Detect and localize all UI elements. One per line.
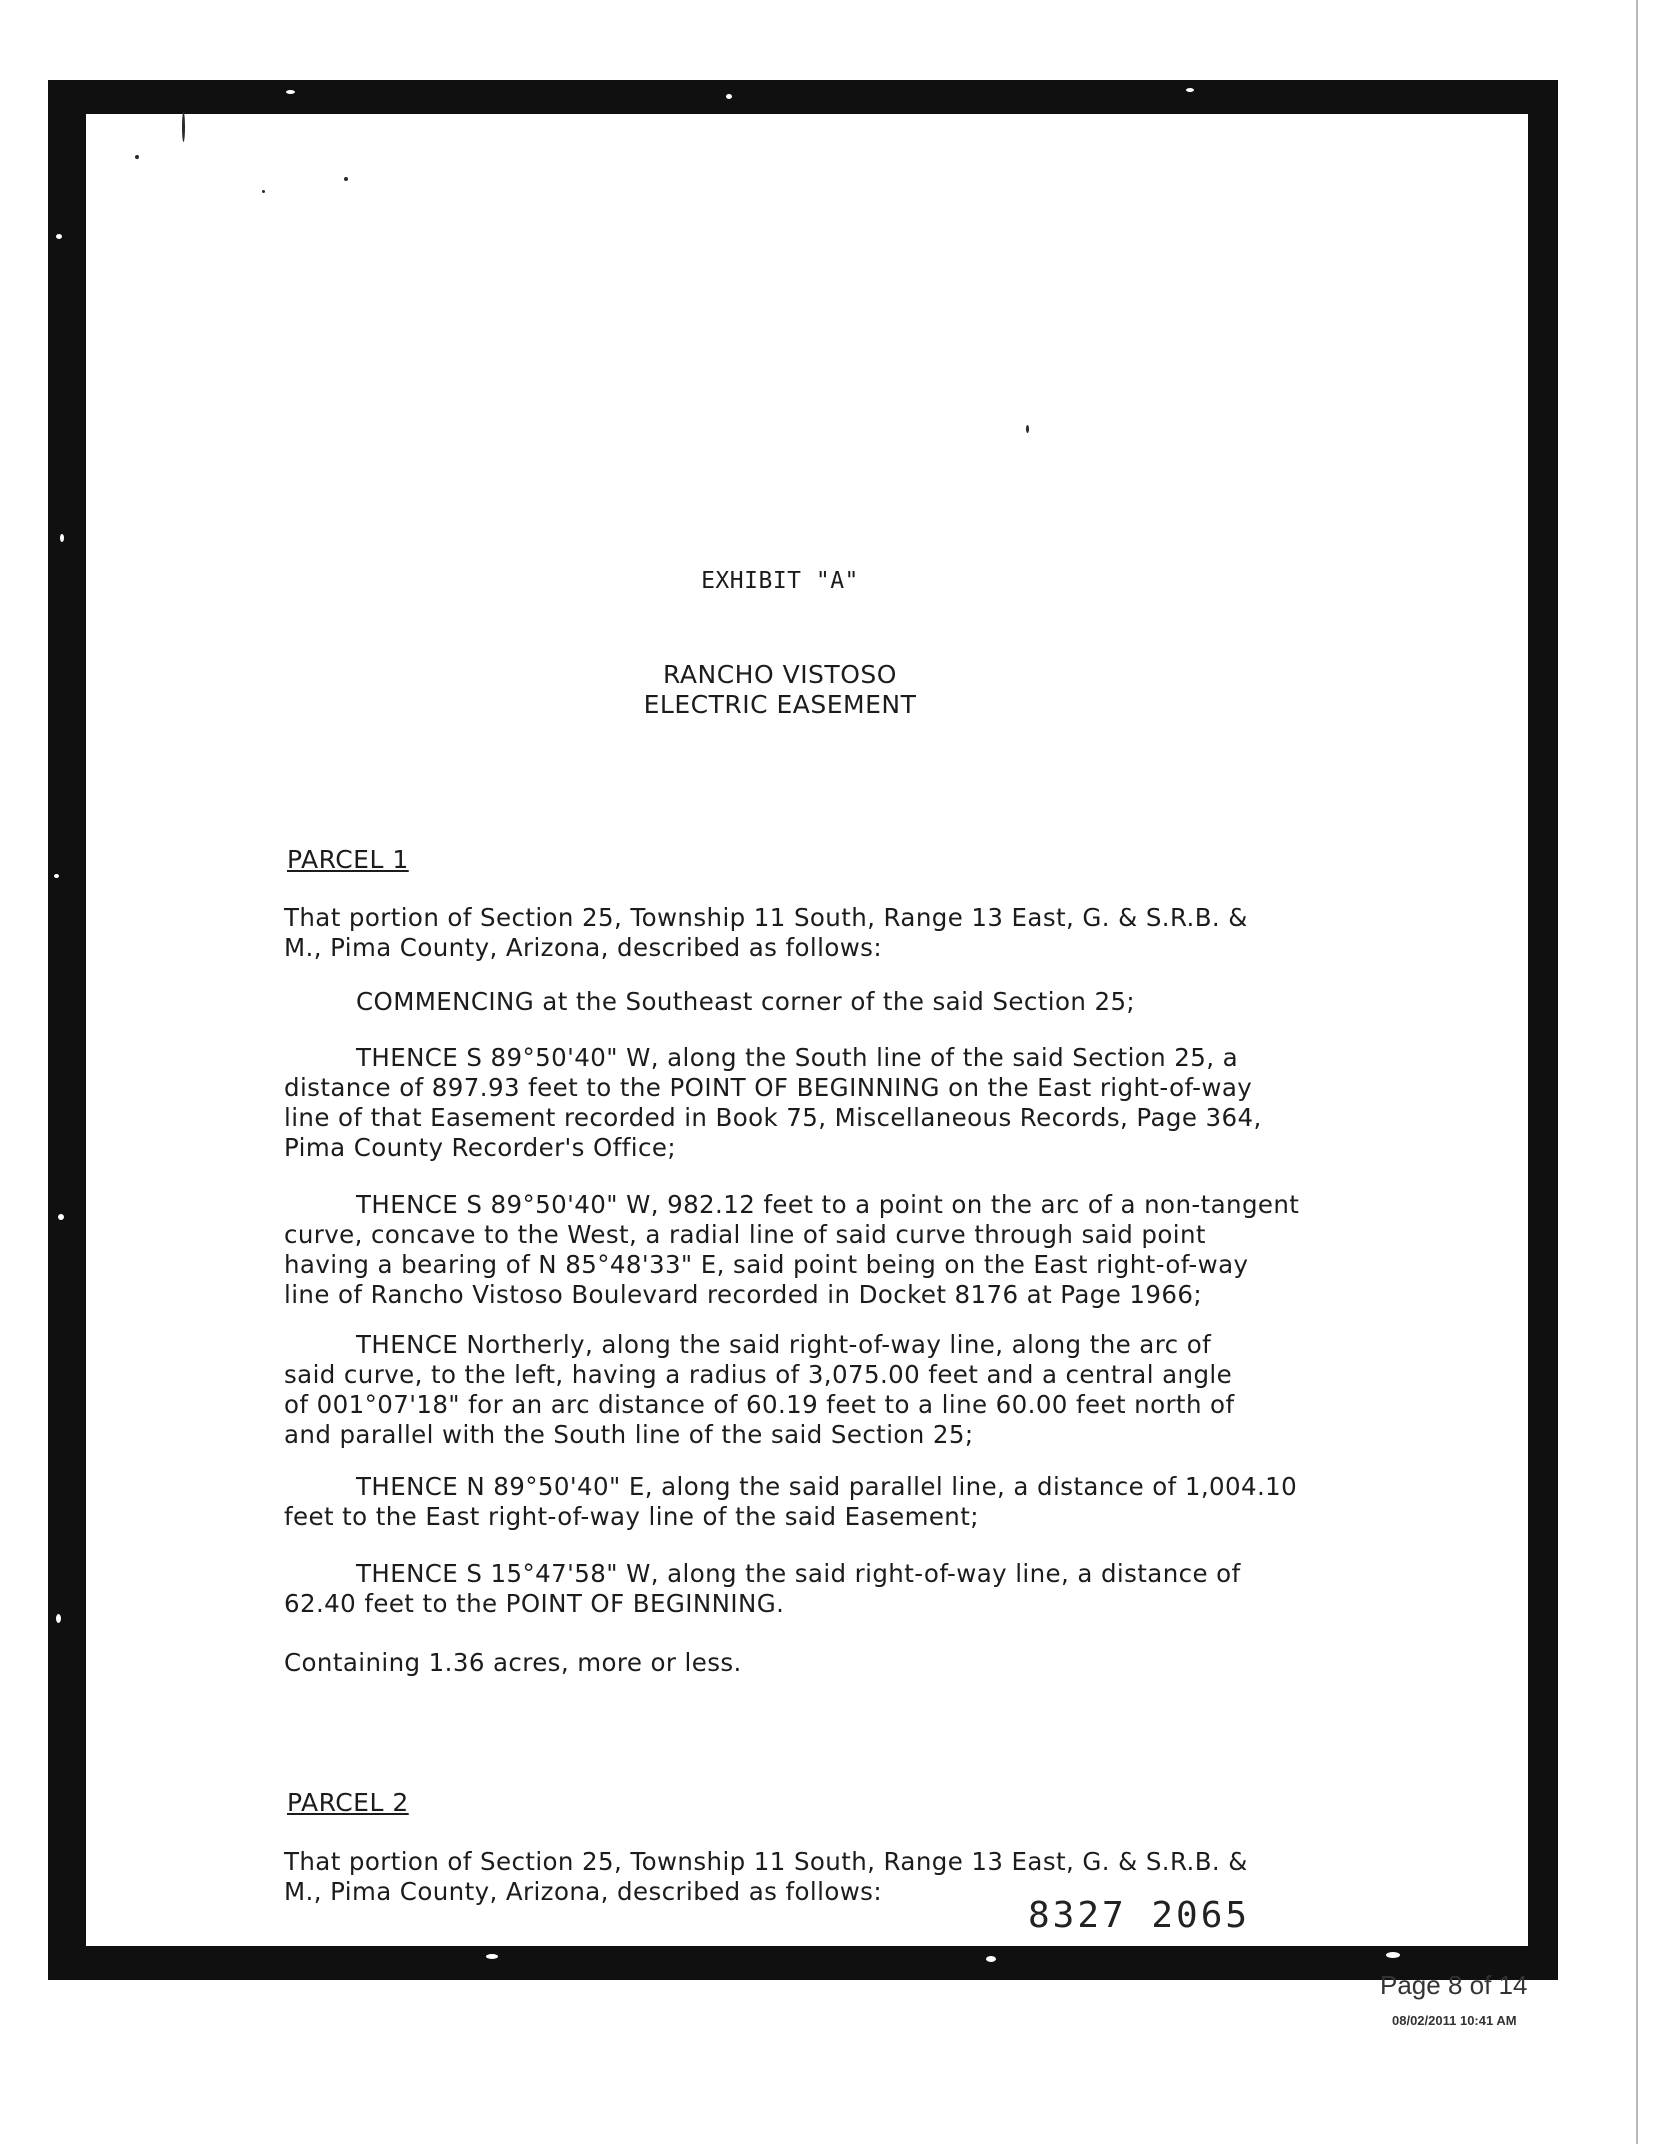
thence-paragraph-4: THENCE N 89°50'40" E, along the said parallel line, a distance of 1,004.10 feet to the East right-of-way line of the said Easement; [284, 1472, 1298, 1531]
print-timestamp: 08/02/2011 10:41 AM [1392, 2013, 1517, 2028]
document-title-line-2: ELECTRIC EASEMENT [643, 690, 917, 719]
parcel-2-heading: PARCEL 2 [287, 1788, 409, 1817]
parcel-1-intro: That portion of Section 25, Township 11 South, Range 13 East, G. & S.R.B. & M., Pima County, Arizona, described as follows: [284, 903, 1248, 962]
parcel-1-heading: PARCEL 1 [287, 845, 409, 874]
commencing-paragraph: COMMENCING at the Southeast corner of the said Section 25; [356, 987, 1136, 1016]
exhibit-title: EXHIBIT "A" [701, 568, 859, 594]
page-number-label: Page 8 of 14 [1380, 1970, 1528, 2000]
document-title-line-1: RANCHO VISTOSO [663, 660, 897, 689]
containing-acreage: Containing 1.36 acres, more or less. [284, 1648, 742, 1677]
recording-number-stamp: 8327 2065 [1028, 1895, 1251, 1936]
thence-paragraph-1: THENCE S 89°50'40" W, along the South line of the said Section 25, a distance of 897.93 feet to the POINT OF BEGINNING on the East right-of-way line of that Easement recorded in Book 75, Miscellaneous Records, Page 364, Pima County Recorder's Office; [284, 1043, 1262, 1162]
thence-paragraph-3: THENCE Northerly, along the said right-of-way line, along the arc of said curve, to the left, having a radius of 3,075.00 feet and a central angle of 001°07'18" for an arc distance of 60.19 feet to a line 60.00 feet north of and parallel with the South line of the said Section 25; [284, 1330, 1235, 1449]
thence-paragraph-2: THENCE S 89°50'40" W, 982.12 feet to a point on the arc of a non-tangent curve, concave to the West, a radial line of said curve through said point having a bearing of N 85°48'33" E, said point being on the East right-of-way line of Rancho Vistoso Boulevard recorded in Docket 8176 at Page 1966; [284, 1190, 1300, 1309]
thence-paragraph-5: THENCE S 15°47'58" W, along the said right-of-way line, a distance of 62.40 feet to the POINT OF BEGINNING. [284, 1559, 1241, 1618]
parcel-2-intro: That portion of Section 25, Township 11 South, Range 13 East, G. & S.R.B. & M., Pima County, Arizona, described as follows: [284, 1847, 1248, 1906]
